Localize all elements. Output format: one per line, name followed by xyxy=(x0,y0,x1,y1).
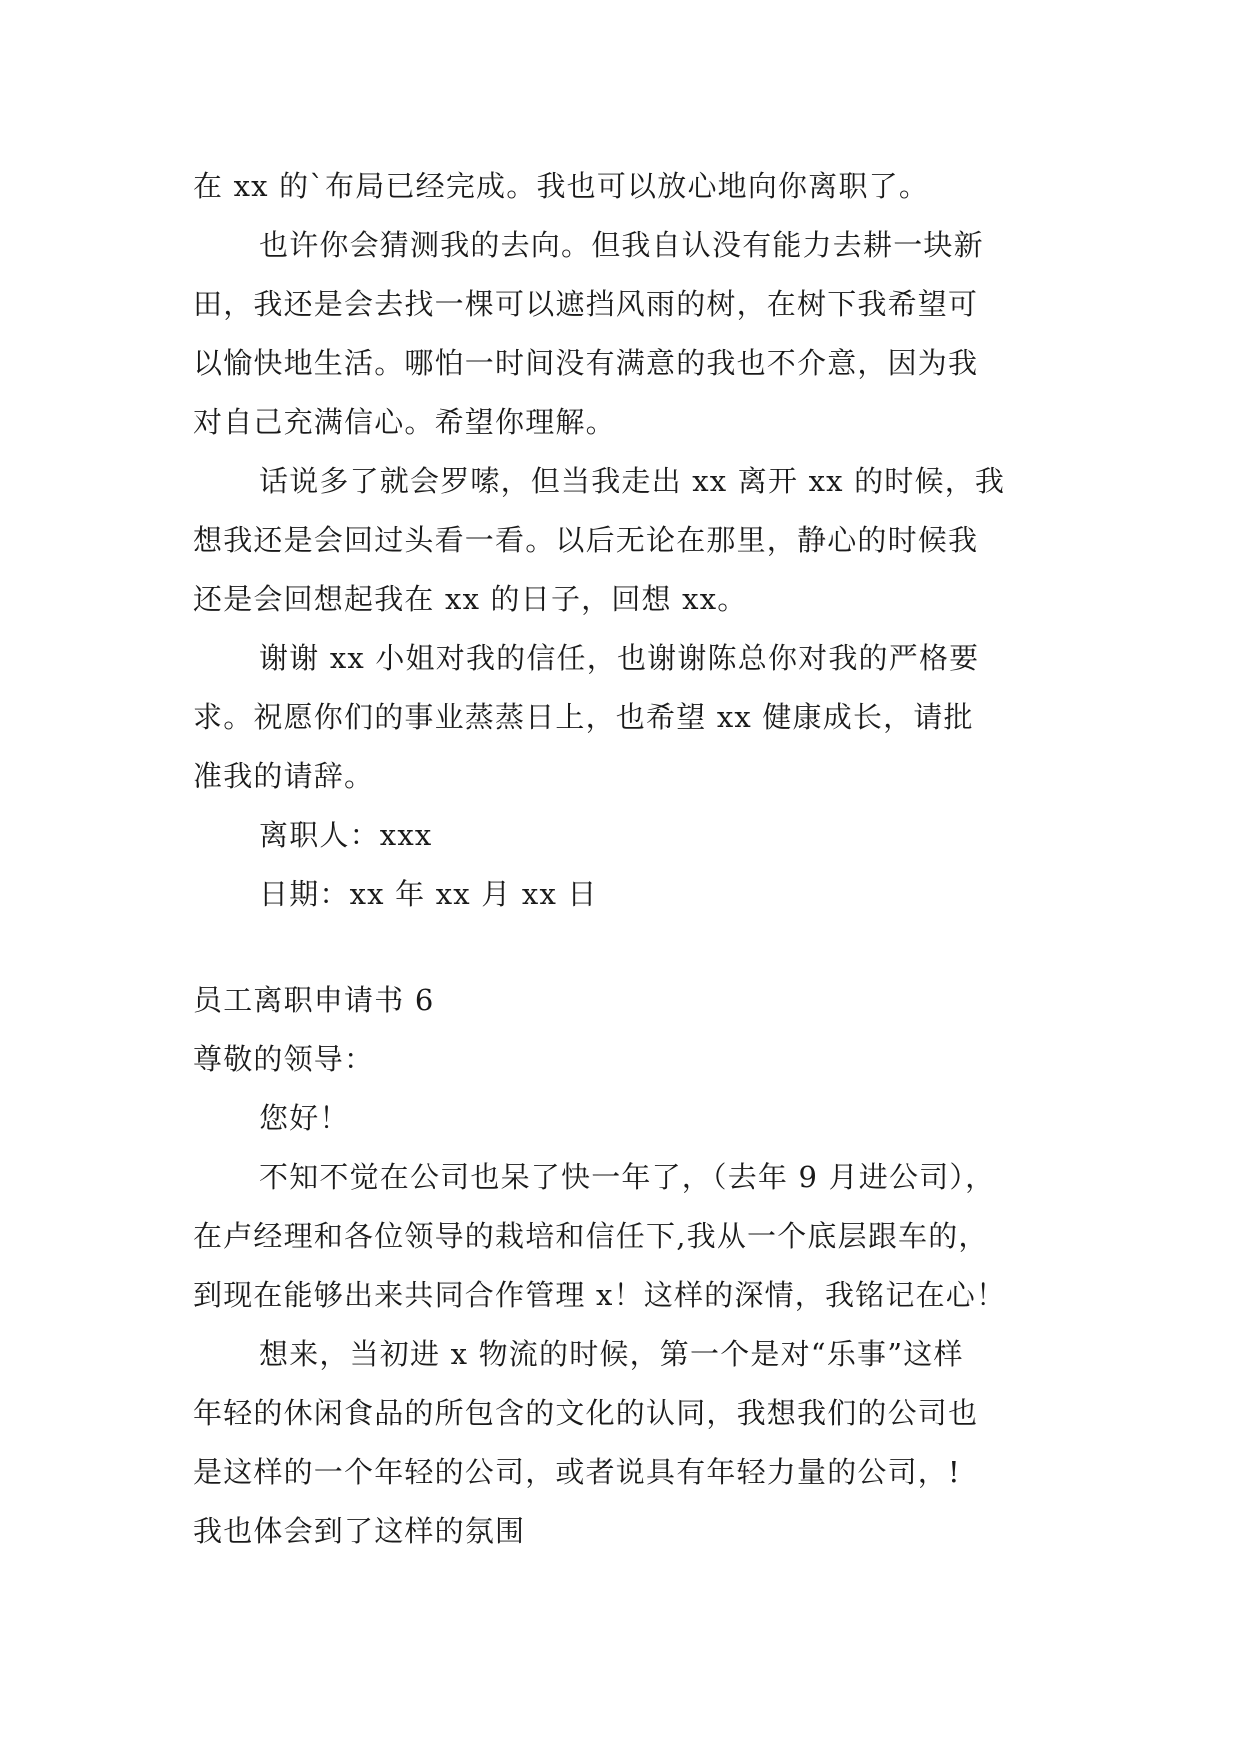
paragraph-line: 准我的请辞。 xyxy=(193,759,375,793)
paragraph-line: 求。祝愿你们的事业蒸蒸日上，也希望 xx 健康成长，请批 xyxy=(193,700,974,734)
paragraph-line: 谢谢 xx 小姐对我的信任，也谢谢陈总你对我的严格要 xyxy=(259,641,980,675)
paragraph-line: 话说多了就会罗嗦，但当我走出 xx 离开 xx 的时候，我 xyxy=(259,464,1006,498)
salutation: 尊敬的领导： xyxy=(193,1042,375,1076)
resigner-line: 离职人：xxx xyxy=(259,818,433,852)
paragraph-line: 想来，当初进 x 物流的时候，第一个是对“乐事”这样 xyxy=(259,1337,964,1371)
paragraph-line: 在 xx 的`布局已经完成。我也可以放心地向你离职了。 xyxy=(193,169,930,203)
paragraph-line: 田，我还是会去找一棵可以遮挡风雨的树，在树下我希望可 xyxy=(193,287,979,321)
section-title: 员工离职申请书 6 xyxy=(193,983,435,1017)
paragraph-line: 还是会回想起我在 xx 的日子，回想 xx。 xyxy=(193,582,748,616)
date-line: 日期：xx 年 xx 月 xx 日 xyxy=(259,877,598,911)
paragraph-line: 也许你会猜测我的去向。但我自认没有能力去耕一块新 xyxy=(259,228,984,262)
paragraph-line: 我也体会到了这样的氛围 xyxy=(193,1514,526,1548)
paragraph-line: 到现在能够出来共同合作管理 x！这样的深情，我铭记在心！ xyxy=(193,1278,1007,1312)
paragraph-line: 是这样的一个年轻的公司，或者说具有年轻力量的公司，! xyxy=(193,1455,961,1489)
paragraph-line: 在卢经理和各位领导的栽培和信任下,我从一个底层跟车的， xyxy=(193,1219,989,1253)
paragraph-line: 年轻的休闲食品的所包含的文化的认同，我想我们的公司也 xyxy=(193,1396,979,1430)
paragraph-line: 想我还是会回过头看一看。以后无论在那里，静心的时候我 xyxy=(193,523,979,557)
paragraph-line: 以愉快地生活。哪怕一时间没有满意的我也不介意，因为我 xyxy=(193,346,979,380)
greeting: 您好！ xyxy=(259,1101,350,1135)
paragraph-line: 不知不觉在公司也呆了快一年了，（去年 9 月进公司）， xyxy=(259,1160,996,1194)
paragraph-line: 对自己充满信心。希望你理解。 xyxy=(193,405,616,439)
